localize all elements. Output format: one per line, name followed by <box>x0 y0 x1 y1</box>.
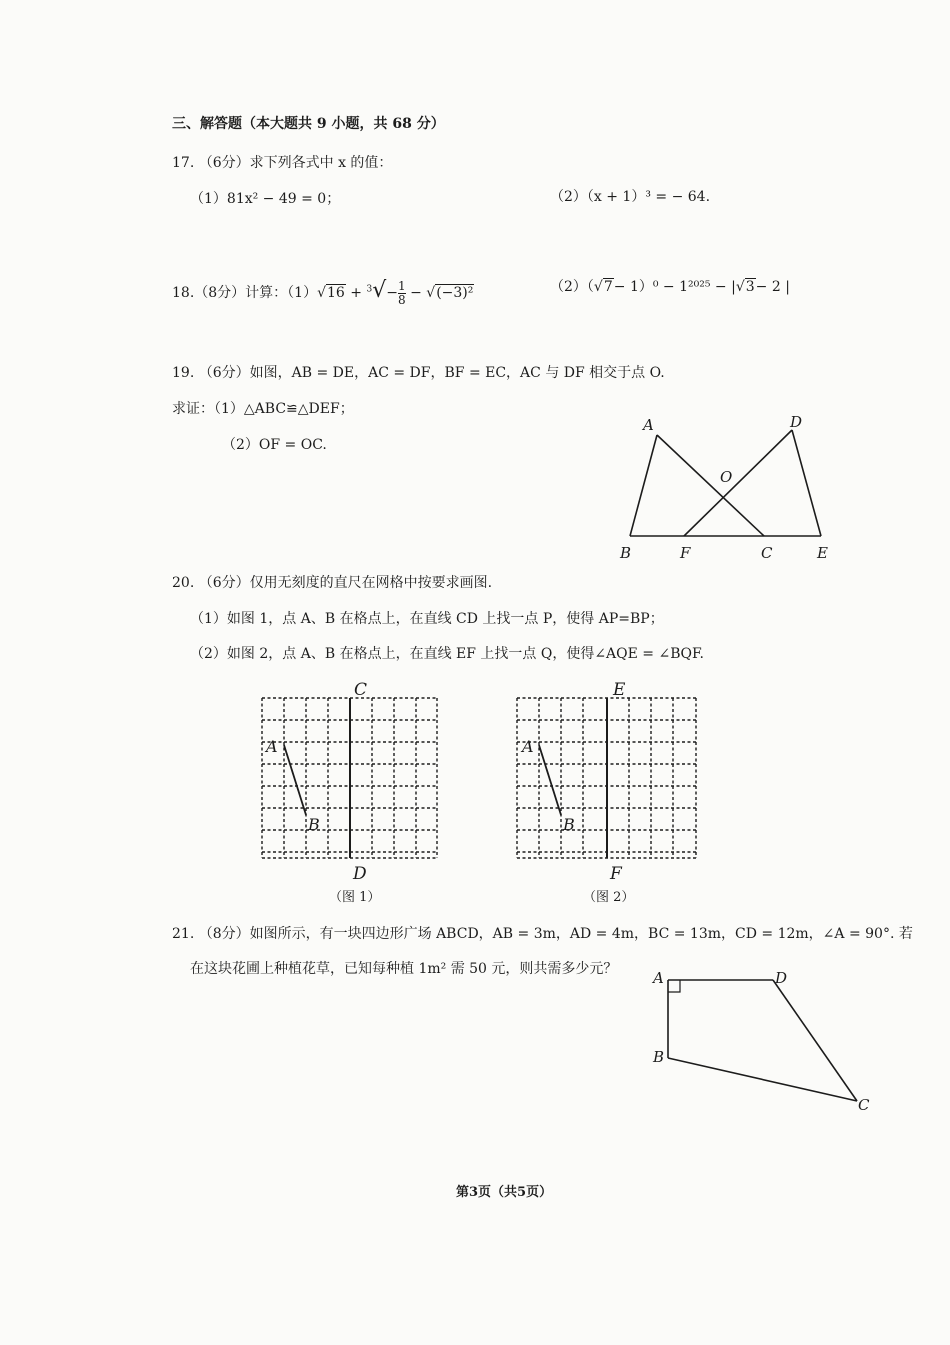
label-d: D <box>790 413 803 431</box>
q19-figure <box>600 405 850 570</box>
q17-stem: 17. （6分）求下列各式中 x 的值： <box>172 155 393 171</box>
segment-ab-fig2 <box>539 745 561 815</box>
q21-line2: 在这块花圃上种植花草，已知每种植 1m² 需 50 元，则共需多少元？ <box>190 961 618 977</box>
q18-minus: − <box>386 285 398 301</box>
label-o: O <box>720 468 733 486</box>
q18-part2-label: （2）（ <box>550 279 594 295</box>
q19-proof2: （2）OF = OC. <box>222 437 327 453</box>
segment-ab-fig1 <box>284 745 306 815</box>
q18-sqrt7: 7 <box>603 279 613 295</box>
q20-figure2 <box>505 675 705 910</box>
q20-part1: （1）如图 1，点 A、B 在格点上，在直线 CD 上找一点 P，使得 AP=BP； <box>190 611 664 627</box>
line-ac <box>657 435 764 536</box>
fig1-label-d: D <box>353 864 367 884</box>
fig21-label-a: A <box>653 969 664 987</box>
section-title: 三、解答题（本大题共 9 小题，共 68 分） <box>172 116 445 132</box>
q20-part2: （2）如图 2，点 A、B 在格点上，在直线 EF 上找一点 Q，使得∠AQE = ∠BQF. <box>190 646 704 662</box>
fig2-label-e: E <box>613 680 626 700</box>
q21-stem: 21. （8分）如图所示，有一块四边形广场 ABCD，AB = 3m，AD = 4m，BC = 13m，CD = 12m，∠A = 90°. 若 <box>172 926 913 942</box>
q17-part2: （2）（x + 1）³ = − 64. <box>550 189 711 205</box>
q18-frac-num: 1 <box>397 278 406 293</box>
q21-figure <box>640 960 880 1120</box>
q19-stem: 19. （6分）如图，AB = DE，AC = DF，BF = EC，AC 与 DF 相交于点 O. <box>172 365 665 381</box>
fig1-label-b: B <box>308 815 320 834</box>
line-fd <box>684 430 792 536</box>
q18-part2: （2）（√7− 1）⁰ − 1²⁰²⁵ − |√3− 2 | <box>550 279 790 295</box>
side-dc <box>773 980 857 1101</box>
q17-part1: （1）81x² − 49 = 0； <box>190 191 341 207</box>
line-ba <box>630 435 657 536</box>
fig2-label-b: B <box>563 815 575 834</box>
q18-cbrt-index: 3 <box>366 284 373 295</box>
fig2-label-f: F <box>610 864 622 884</box>
label-e: E <box>817 544 828 562</box>
q18-fraction <box>398 280 406 307</box>
fig2-caption: （图 2） <box>583 890 635 905</box>
label-a: A <box>643 416 654 434</box>
label-b: B <box>620 544 632 562</box>
q19-proof1: 求证：（1）△ABC≌△DEF； <box>172 401 354 417</box>
q20-stem: 20. （6分）仅用无刻度的直尺在网格中按要求画图. <box>172 575 493 591</box>
line-de <box>792 430 821 536</box>
fig2-label-a: A <box>522 737 534 756</box>
q18-label: 18.（8分）计算：（1） <box>172 285 318 301</box>
side-bc <box>668 1058 857 1101</box>
fig21-label-c: C <box>858 1096 870 1114</box>
q18-part2-mid: − 1）⁰ − 1²⁰²⁵ − | <box>613 279 736 295</box>
right-angle-mark <box>668 980 680 992</box>
fig1-label-c: C <box>354 680 368 700</box>
fig1-label-a: A <box>266 737 278 756</box>
q18-frac-den: 8 <box>397 292 406 307</box>
q18-sqrt3: 3 <box>745 279 755 295</box>
q18-sqrt16: 16 <box>327 285 345 301</box>
fig21-label-d: D <box>775 969 788 987</box>
fig1-caption: （图 1） <box>329 890 381 905</box>
q18-part2-end: − 2 | <box>755 279 790 295</box>
page-footer: 第3页（共5页） <box>456 1185 553 1200</box>
q18-sqrt-tail: (−3)² <box>436 285 474 301</box>
label-f: F <box>680 544 691 562</box>
q20-figure1 <box>250 675 450 910</box>
fig21-label-b: B <box>653 1048 665 1066</box>
q18-line: 18.（8分）计算：$(1)√16 + ^3√-\frac{1}{8}$ − √(−3)² <box>172 278 474 307</box>
label-c: C <box>761 544 773 562</box>
